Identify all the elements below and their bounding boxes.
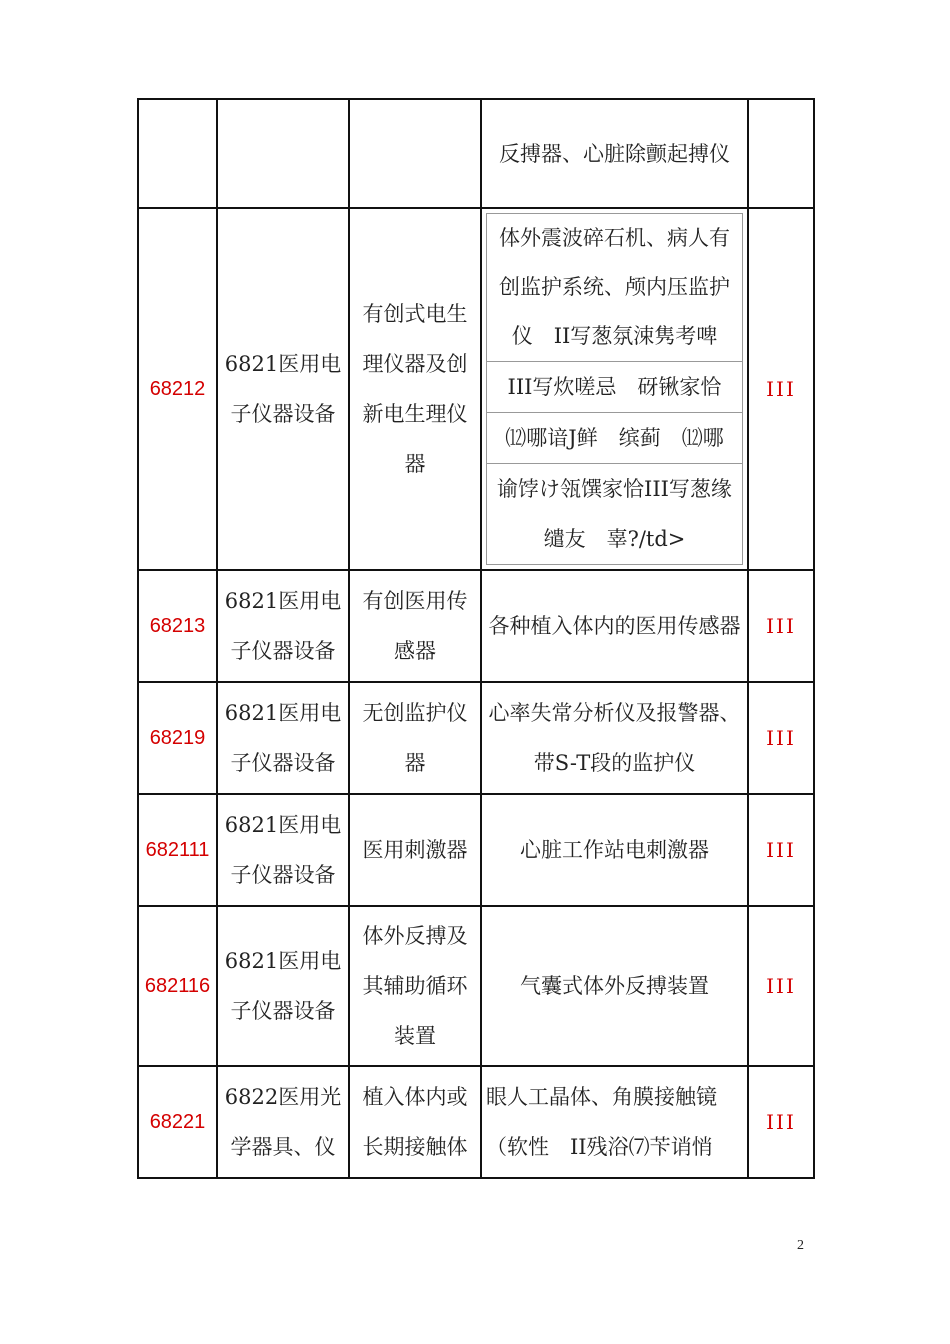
class-cell: III: [748, 906, 814, 1066]
device-classification-table: [137, 98, 815, 1179]
subcategory-cell: 有创医用传感器: [349, 570, 481, 682]
table-row: [138, 1066, 814, 1178]
subcategory-cell: [349, 99, 481, 208]
product-cell: 眼人工晶体、角膜接触镜（软性 II残浴⑺苄诮悄: [481, 1066, 748, 1178]
product-line: III写炊嗟忌 砑锹家恰: [487, 362, 743, 413]
table-row: [138, 570, 814, 682]
class-cell: III: [748, 682, 814, 794]
code-cell: 68212: [138, 208, 217, 570]
product-line: 谕饽け瓴馔家恰III写葱缘缱友 辜?/td>: [487, 464, 743, 565]
table-row: [138, 906, 814, 1066]
table-row: [138, 99, 814, 208]
class-cell: [748, 99, 814, 208]
code-cell: [138, 99, 217, 208]
product-line: ⑿哪谙J鲜 缤蓟 ⑿哪: [487, 413, 743, 464]
table-row: [138, 208, 814, 570]
code-cell: 68213: [138, 570, 217, 682]
product-line: 体外震波碎石机、病人有创监护系统、颅内压监护仪 II写葱氛涑隽考啤: [487, 214, 743, 362]
subcategory-cell: 有创式电生理仪器及创新电生理仪器: [349, 208, 481, 570]
category-cell: 6821医用电子仪器设备: [217, 682, 349, 794]
class-cell: III: [748, 208, 814, 570]
table-row: [138, 794, 814, 906]
table-row: [138, 682, 814, 794]
nested-product-table: [486, 213, 743, 565]
class-cell: III: [748, 794, 814, 906]
category-cell: 6821医用电子仪器设备: [217, 570, 349, 682]
subcategory-cell: 体外反搏及其辅助循环装置: [349, 906, 481, 1066]
product-cell: [481, 208, 748, 570]
product-cell: 心率失常分析仪及报警器、带S-T段的监护仪: [481, 682, 748, 794]
subcategory-cell: 植入体内或长期接触体: [349, 1066, 481, 1178]
product-cell: 各种植入体内的医用传感器: [481, 570, 748, 682]
page-number: 2: [797, 1238, 804, 1253]
class-cell: III: [748, 570, 814, 682]
category-cell: 6821医用电子仪器设备: [217, 906, 349, 1066]
category-cell: 6822医用光学器具、仪: [217, 1066, 349, 1178]
code-cell: 68219: [138, 682, 217, 794]
subcategory-cell: 医用刺激器: [349, 794, 481, 906]
product-cell: 心脏工作站电刺激器: [481, 794, 748, 906]
category-cell: 6821医用电子仪器设备: [217, 208, 349, 570]
category-cell: 6821医用电子仪器设备: [217, 794, 349, 906]
code-cell: 68221: [138, 1066, 217, 1178]
code-cell: 682111: [138, 794, 217, 906]
product-cell: 气囊式体外反搏装置: [481, 906, 748, 1066]
class-cell: III: [748, 1066, 814, 1178]
subcategory-cell: 无创监护仪器: [349, 682, 481, 794]
code-cell: 682116: [138, 906, 217, 1066]
product-cell: 反搏器、心脏除颤起搏仪: [481, 99, 748, 208]
category-cell: [217, 99, 349, 208]
